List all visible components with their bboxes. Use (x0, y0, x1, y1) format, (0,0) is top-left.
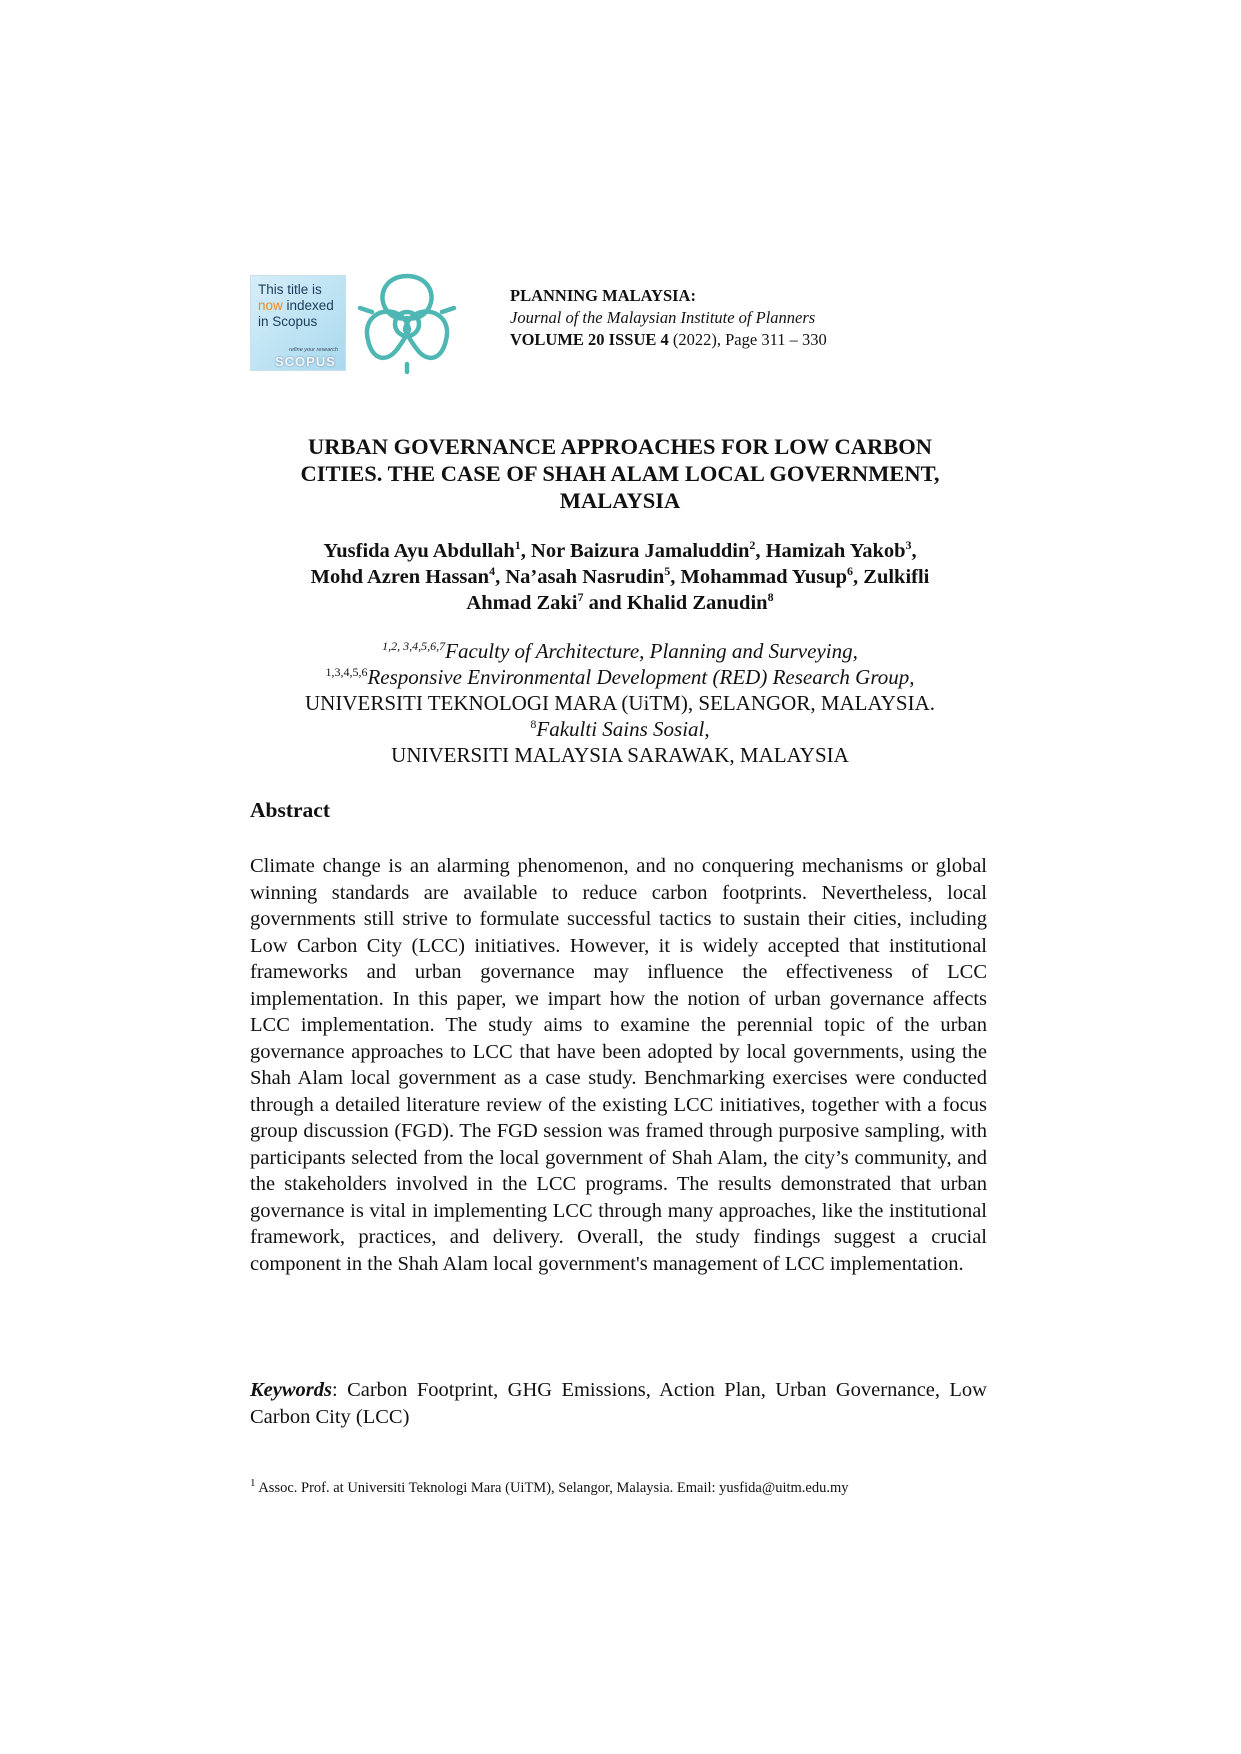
mip-logo-shape (360, 276, 454, 372)
journal-volume (510, 329, 827, 351)
journal-info (510, 285, 827, 351)
paper-title (250, 433, 990, 514)
affiliation-line-2 (250, 664, 990, 690)
author-sup: 5 (664, 564, 671, 579)
author-sep: , (911, 540, 917, 562)
affiliation-line-1 (250, 638, 990, 664)
badge-line-1: This title is (258, 282, 322, 297)
affiliation-text: Faculty of Architecture, Planning and Surveying, (445, 639, 858, 663)
author-sup: 1 (514, 538, 521, 553)
badge-line-3: in Scopus (258, 314, 318, 329)
mip-logo-icon (354, 268, 460, 374)
scopus-logo-text: SCOPUS (275, 354, 336, 369)
title-line-2: CITIES. THE CASE OF SHAH ALAM LOCAL GOVERNMENT, (300, 461, 940, 486)
footnote (250, 1473, 1010, 1498)
journal-name: PLANNING MALAYSIA: (510, 286, 696, 305)
author-name: Ahmad Zaki (466, 592, 578, 614)
affiliation-line-5: UNIVERSITI MALAYSIA SARAWAK, MALAYSIA (391, 743, 849, 767)
keywords-label: Keywords (250, 1379, 332, 1401)
author-name: , Na’asah Nasrudin (495, 566, 665, 588)
author-name: Yusfida Ayu Abdullah (323, 540, 515, 562)
affiliation-sup: 1,2, 3,4,5,6,7 (382, 639, 446, 653)
author-name: and Khalid Zanudin (583, 592, 768, 614)
authors-line-3 (250, 590, 990, 616)
affiliation-sup: 1,3,4,5,6 (325, 665, 368, 679)
keywords (250, 1377, 987, 1430)
keywords-text: : Carbon Footprint, GHG Emissions, Action Plan, Urban Governance, Low Carbon City (LCC) (250, 1379, 987, 1428)
title-line-3: MALAYSIA (559, 488, 681, 513)
affiliation-text: Fakulti Sains Sosial (536, 717, 705, 741)
affiliation-sup: 8 (530, 717, 537, 731)
badge-line-2 (258, 298, 334, 314)
author-name: , Hamizah Yakob (755, 540, 906, 562)
author-sup: 4 (489, 564, 496, 579)
author-list (250, 538, 990, 616)
affiliations (250, 638, 990, 768)
affiliation-line-3: UNIVERSITI TEKNOLOGI MARA (UiTM), SELANGOR, MALAYSIA. (305, 691, 935, 715)
author-sup: 8 (767, 590, 774, 605)
authors-line-1 (250, 538, 990, 564)
footnote-marker: 1 (250, 1477, 256, 1489)
affiliation-text: Responsive Environmental Development (RED) Research Group, (367, 665, 915, 689)
author-sup: 6 (847, 564, 854, 579)
scopus-indexed-badge (250, 275, 346, 371)
footnote-text: Assoc. Prof. at Universiti Teknologi Mara (UiTM), Selangor, Malaysia. Email: yusfida@uitm.edu.my (255, 1479, 849, 1496)
author-name: Mohd Azren Hassan (310, 566, 490, 588)
badge-tagline: refine your research (289, 347, 338, 353)
authors-line-2 (250, 564, 990, 590)
author-name: , Nor Baizura Jamaluddin (520, 540, 750, 562)
affiliation-line-4 (250, 716, 990, 742)
abstract-text: Climate change is an alarming phenomenon, and no conquering mechanisms or global winning standards are available to reduce carbon footprints. Nevertheless, local governments still strive to formulate successful tactics to sustain their cities, including Low Carbon City (LCC) initiatives. However, it is widely accepted that institutional frameworks and urban governance may influence the effectiveness of LCC implementation. In this paper, we impart how the notion of urban governance affects LCC implementation. The study aims to examine the perennial topic of the urban governance approaches to LCC that have been adopted by local governments, using the Shah Alam local government as a case study. Benchmarking exercises were conducted through a detailed literature review of the existing LCC initiatives, together with a focus group discussion (FGD). The FGD session was framed through purposive sampling, with participants selected from the local government of Shah Alam, the city’s community, and the stakeholders involved in the LCC programs. The results demonstrated that urban governance is vital in implementing LCC through many approaches, like the institutional framework, practices, and delivery. Overall, the study findings suggest a crucial component in the Shah Alam local government's management of LCC implementation. (250, 855, 987, 1275)
affiliation-sep: , (704, 717, 710, 741)
author-sup: 7 (577, 590, 584, 605)
volume-issue: VOLUME 20 ISSUE 4 (510, 330, 669, 349)
badge-highlight: now (258, 298, 283, 313)
abstract-heading: Abstract (250, 798, 331, 822)
author-name: , Zulkifli (853, 566, 930, 588)
volume-pages: (2022), Page 311 – 330 (668, 330, 827, 349)
title-line-1: URBAN GOVERNANCE APPROACHES FOR LOW CARBON (307, 434, 932, 459)
author-sup: 2 (749, 538, 756, 553)
journal-subtitle: Journal of the Malaysian Institute of Planners (510, 308, 816, 327)
author-name: , Mohammad Yusup (670, 566, 848, 588)
author-sup: 3 (905, 538, 912, 553)
badge-line-2-rest: indexed (282, 298, 334, 313)
